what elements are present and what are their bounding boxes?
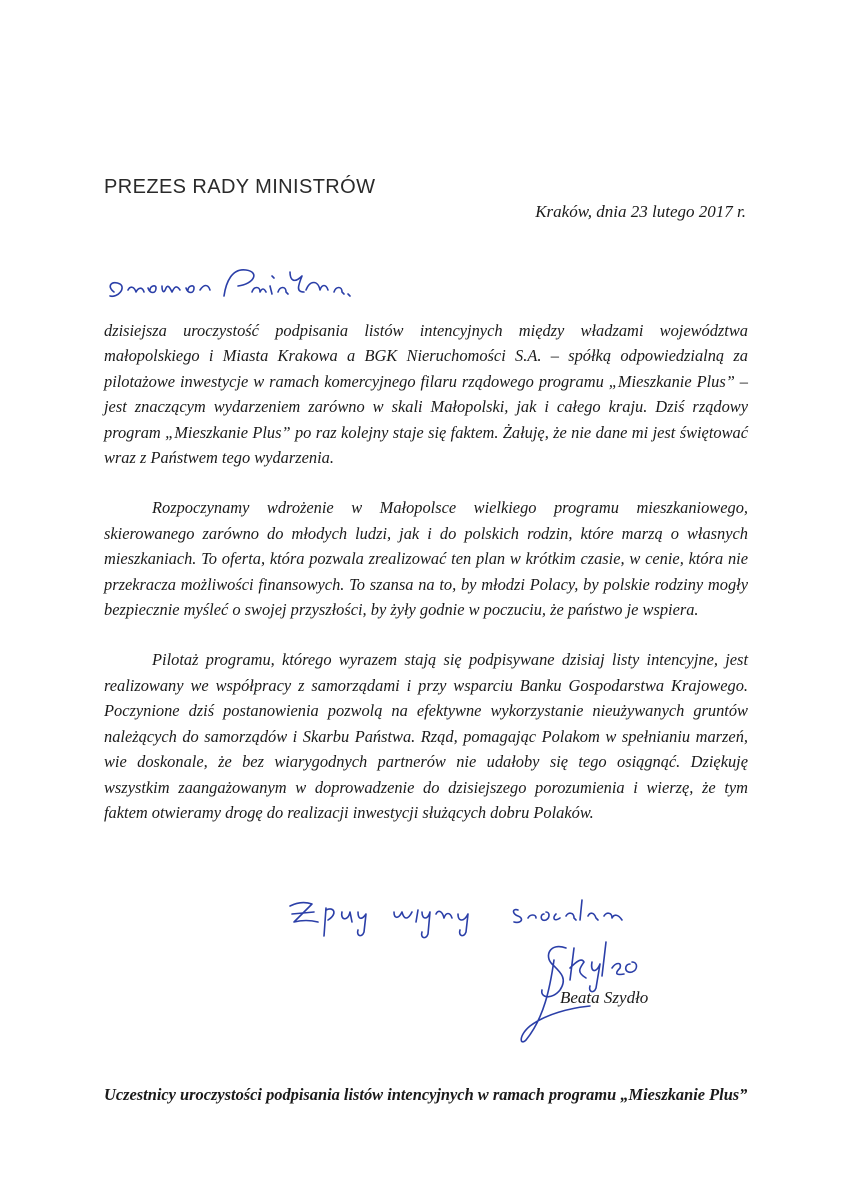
date-line: Kraków, dnia 23 lutego 2017 r. — [535, 202, 746, 221]
salutation-handwritten — [100, 262, 420, 312]
paragraph-3: Pilotaż programu, którego wyrazem stają się podpisywane dzisiaj listy intencyjne, jest realizowany we współpracy z samorządami i przy wsparciu Banku Gospodarstwa Krajowego. Poczynione dziś postanowienia pozwolą na efektywne wykorzystanie nieużywanych gruntów należących do samorządów i Skarbu Państwa. Rząd, pomagając Polakom w spełnianiu marzeń, wie doskonale, że bez wiarygodnych partnerów nie udałoby się tego osiągnąć. Dziękuję wszystkim zaangażowanym w doprowadzenie do dzisiejszego porozumienia i wierzę, że tym faktem otwieramy drogę do realizacji inwestycji służących dobru Polaków. — [104, 650, 748, 822]
paragraph-1: dzisiejsza uroczystość podpisania listów intencyjnych między władzami województwa małopolskiego i Miasta Krakowa a BGK Nieruchomości S.A. – spółką odpowiedzialną za pilotażowe inwestycje w ramach komercyjnego filaru rządowego programu „Mieszkanie Plus” – jest znaczącym wydarzeniem zarówno w skali Małopolski, jak i całego kraju. Dziś rządowy program „Mieszkanie Plus” po raz kolejny staje się faktem. Żałuję, że nie dane mi jest świętować wraz z Państwem tego wydarzenia. — [104, 321, 748, 468]
letter-body — [104, 318, 748, 850]
paragraph-2: Rozpoczynamy wdrożenie w Małopolsce wielkiego programu mieszkaniowego, skierowanego zarówno do młodych ludzi, jak i do polskich rodzin, które marzą o własnych mieszkaniach. To oferta, która pozwala zrealizować ten plan w krótkim czasie, w cenie, która nie przekracza możliwości finansowych. To szansa na to, by młodzi Polacy, by polskie rodziny mogły bezpiecznie myśleć o swojej przyszłości, by żyły godnie w poczuciu, że państwo je wspiera. — [104, 498, 748, 620]
letterhead: PREZES RADY MINISTRÓW — [104, 176, 376, 198]
signer-name: Beata Szydło — [560, 988, 649, 1007]
addressee: Uczestnicy uroczystości podpisania listów intencyjnych w ramach programu „Mieszkanie Plus” — [104, 1085, 748, 1104]
